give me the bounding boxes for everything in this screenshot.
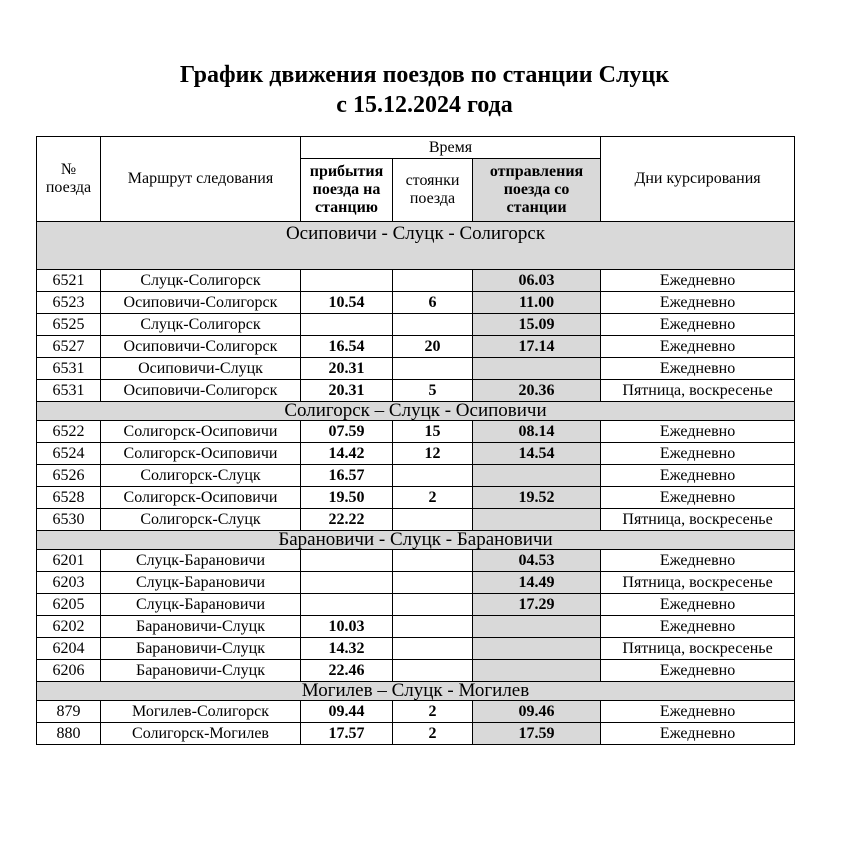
route-cell: Солигорск-Могилев [101,723,301,745]
table-row [37,550,795,572]
days-cell: Ежедневно [601,616,795,638]
days-cell: Ежедневно [601,594,795,616]
departure-cell [473,358,601,380]
departure-cell: 15.09 [473,314,601,336]
header-stop: стоянки поезда [393,159,473,222]
arrival-cell: 22.22 [301,509,393,531]
days-cell: Ежедневно [601,443,795,465]
departure-cell: 04.53 [473,550,601,572]
arrival-cell [301,594,393,616]
table-row [37,443,795,465]
train-number-cell: 6524 [37,443,101,465]
departure-cell: 08.14 [473,421,601,443]
route-cell: Слуцк-Солигорск [101,314,301,336]
train-number-cell: 6204 [37,638,101,660]
days-cell: Пятница, воскресенье [601,509,795,531]
arrival-cell [301,572,393,594]
stop-cell [393,616,473,638]
arrival-cell: 17.57 [301,723,393,745]
train-number-cell: 6203 [37,572,101,594]
days-cell: Ежедневно [601,465,795,487]
table-row [37,723,795,745]
train-number-cell: 6527 [37,336,101,358]
stop-cell: 2 [393,487,473,509]
departure-cell: 09.46 [473,701,601,723]
schedule-body [37,222,795,745]
days-cell: Ежедневно [601,292,795,314]
table-row [37,616,795,638]
days-cell: Ежедневно [601,336,795,358]
departure-cell: 06.03 [473,270,601,292]
section-title: Осиповичи - Слуцк - Солигорск [37,222,795,270]
stop-cell [393,572,473,594]
days-cell: Ежедневно [601,487,795,509]
departure-cell: 17.29 [473,594,601,616]
route-cell: Солигорск-Осиповичи [101,487,301,509]
table-row [37,336,795,358]
stop-cell: 5 [393,380,473,402]
route-cell: Слуцк-Барановичи [101,594,301,616]
stop-cell [393,594,473,616]
stop-cell: 20 [393,336,473,358]
stop-cell [393,660,473,682]
section-title: Барановичи - Слуцк - Барановичи [37,531,795,550]
header-arrival: прибытия поезда на станцию [301,159,393,222]
departure-cell: 11.00 [473,292,601,314]
departure-cell: 14.54 [473,443,601,465]
stop-cell: 6 [393,292,473,314]
days-cell: Пятница, воскресенье [601,380,795,402]
arrival-cell: 10.03 [301,616,393,638]
table-row [37,509,795,531]
table-row [37,487,795,509]
table-row [37,594,795,616]
departure-cell [473,638,601,660]
stop-cell [393,638,473,660]
days-cell: Ежедневно [601,701,795,723]
train-number-cell: 6528 [37,487,101,509]
days-cell: Ежедневно [601,270,795,292]
route-cell: Барановичи-Слуцк [101,616,301,638]
document-subtitle: с 15.12.2024 года [336,92,513,118]
stop-cell: 2 [393,701,473,723]
table-row [37,638,795,660]
arrival-cell: 16.57 [301,465,393,487]
arrival-cell: 09.44 [301,701,393,723]
table-row [37,380,795,402]
route-cell: Осиповичи-Солигорск [101,336,301,358]
header-train-no: № поезда [37,137,101,222]
stop-cell [393,550,473,572]
train-number-cell: 6526 [37,465,101,487]
route-cell: Солигорск-Осиповичи [101,421,301,443]
departure-cell [473,660,601,682]
route-cell: Слуцк-Барановичи [101,572,301,594]
arrival-cell: 20.31 [301,380,393,402]
train-number-cell: 6530 [37,509,101,531]
departure-cell [473,509,601,531]
stop-cell: 15 [393,421,473,443]
departure-cell: 14.49 [473,572,601,594]
train-number-cell: 6206 [37,660,101,682]
train-number-cell: 6201 [37,550,101,572]
route-cell: Осиповичи-Солигорск [101,292,301,314]
route-cell: Могилев-Солигорск [101,701,301,723]
header-days: Дни курсирования [601,137,795,222]
table-row [37,465,795,487]
train-number-cell: 6531 [37,380,101,402]
table-row [37,660,795,682]
departure-cell [473,616,601,638]
days-cell: Ежедневно [601,660,795,682]
route-cell: Слуцк-Барановичи [101,550,301,572]
days-cell: Ежедневно [601,421,795,443]
header-time: Время [301,137,601,159]
train-number-cell: 880 [37,723,101,745]
route-cell: Солигорск-Слуцк [101,465,301,487]
section-row [37,402,795,421]
table-row [37,314,795,336]
train-number-cell: 6525 [37,314,101,336]
schedule-table [36,136,795,745]
section-row [37,682,795,701]
route-cell: Слуцк-Солигорск [101,270,301,292]
train-number-cell: 6522 [37,421,101,443]
departure-cell [473,465,601,487]
header-departure: отправления поезда со станции [473,159,601,222]
arrival-cell: 16.54 [301,336,393,358]
route-cell: Барановичи-Слуцк [101,660,301,682]
arrival-cell [301,270,393,292]
departure-cell: 17.14 [473,336,601,358]
table-row [37,358,795,380]
table-row [37,270,795,292]
stop-cell: 12 [393,443,473,465]
stop-cell [393,314,473,336]
arrival-cell: 14.32 [301,638,393,660]
departure-cell: 20.36 [473,380,601,402]
arrival-cell: 07.59 [301,421,393,443]
section-title: Могилев – Слуцк - Могилев [37,682,795,701]
train-number-cell: 6205 [37,594,101,616]
arrival-cell: 20.31 [301,358,393,380]
train-number-cell: 6521 [37,270,101,292]
section-title: Солигорск – Слуцк - Осиповичи [37,402,795,421]
table-row [37,292,795,314]
arrival-cell: 14.42 [301,443,393,465]
arrival-cell [301,314,393,336]
route-cell: Солигорск-Осиповичи [101,443,301,465]
train-number-cell: 6531 [37,358,101,380]
train-number-cell: 6523 [37,292,101,314]
table-row [37,701,795,723]
table-row [37,421,795,443]
arrival-cell: 19.50 [301,487,393,509]
departure-cell: 19.52 [473,487,601,509]
route-cell: Солигорск-Слуцк [101,509,301,531]
days-cell: Ежедневно [601,358,795,380]
days-cell: Ежедневно [601,550,795,572]
section-row [37,531,795,550]
days-cell: Пятница, воскресенье [601,638,795,660]
stop-cell [393,465,473,487]
arrival-cell: 22.46 [301,660,393,682]
route-cell: Осиповичи-Слуцк [101,358,301,380]
stop-cell [393,358,473,380]
table-row [37,572,795,594]
route-cell: Осиповичи-Солигорск [101,380,301,402]
days-cell: Ежедневно [601,723,795,745]
days-cell: Ежедневно [601,314,795,336]
route-cell: Барановичи-Слуцк [101,638,301,660]
departure-cell: 17.59 [473,723,601,745]
stop-cell [393,270,473,292]
header-route: Маршрут следования [101,137,301,222]
stop-cell: 2 [393,723,473,745]
stop-cell [393,509,473,531]
arrival-cell: 10.54 [301,292,393,314]
section-row [37,222,795,270]
document-title: График движения поездов по станции Слуцк [179,62,670,88]
days-cell: Пятница, воскресенье [601,572,795,594]
train-number-cell: 6202 [37,616,101,638]
arrival-cell [301,550,393,572]
train-number-cell: 879 [37,701,101,723]
